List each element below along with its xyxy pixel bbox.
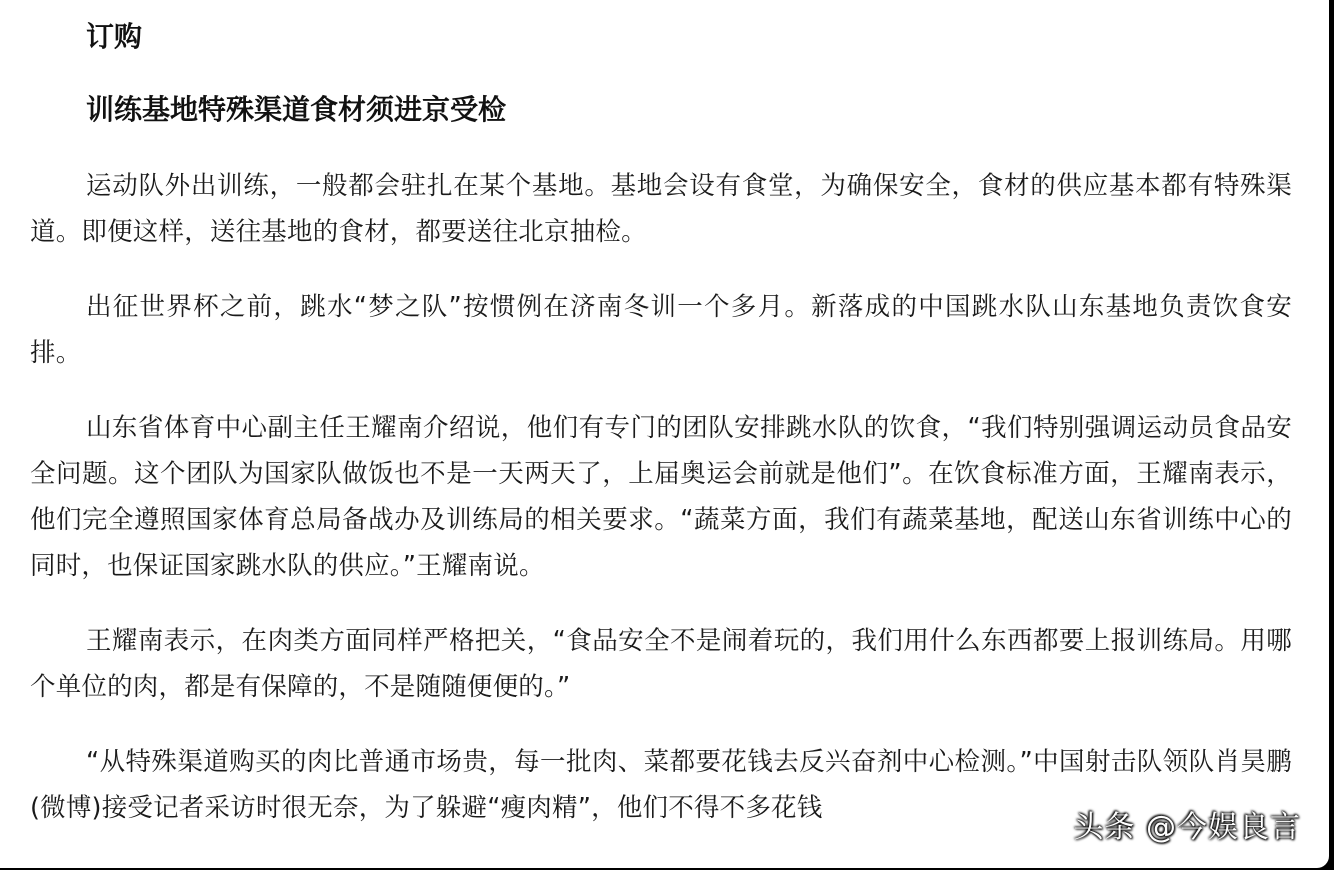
paragraph-5: “从特殊渠道购买的肉比普通市场贵，每一批肉、菜都要花钱去反兴奋剂中心检测。”中国射击队领队肖昊鹏(微博)接受记者采访时很无奈，为了躲避“瘦肉精”，他们不得不多花钱: [30, 747, 1292, 823]
paragraph-1: 运动队外出训练，一般都会驻扎在某个基地。基地会设有食堂，为确保安全，食材的供应基本都有特殊渠道。即便这样，送往基地的食材，都要送往北京抽检。: [30, 171, 1292, 247]
source-watermark: 头条 @今娱良言: [1073, 810, 1301, 845]
paragraph-2: 出征世界杯之前，跳水“梦之队”按惯例在济南冬训一个多月。新落成的中国跳水队山东基地负责饮食安排。: [30, 292, 1292, 368]
article-subheading: 训练基地特殊渠道食材须进京受检: [86, 93, 507, 126]
paragraph-3: 山东省体育中心副主任王耀南介绍说，他们有专门的团队安排跳水队的饮食，“我们特别强调运动员食品安全问题。这个团队为国家队做饭也不是一天两天了，上届奥运会前就是他们”。在饮食标准方面，王耀南表示，他们完全遵照国家体育总局备战办及训练局的相关要求。“蔬菜方面，我们有蔬菜基地，配送山东省训练中心的同时，也保证国家跳水队的供应。”王耀南说。: [30, 413, 1292, 581]
paragraph-4: 王耀南表示，在肉类方面同样严格把关，“食品安全不是闹着玩的，我们用什么东西都要上报训练局。用哪个单位的肉，都是有保障的，不是随随便便的。”: [30, 626, 1292, 702]
article-body: [30, 14, 1292, 831]
section-heading: 订购: [86, 20, 143, 53]
